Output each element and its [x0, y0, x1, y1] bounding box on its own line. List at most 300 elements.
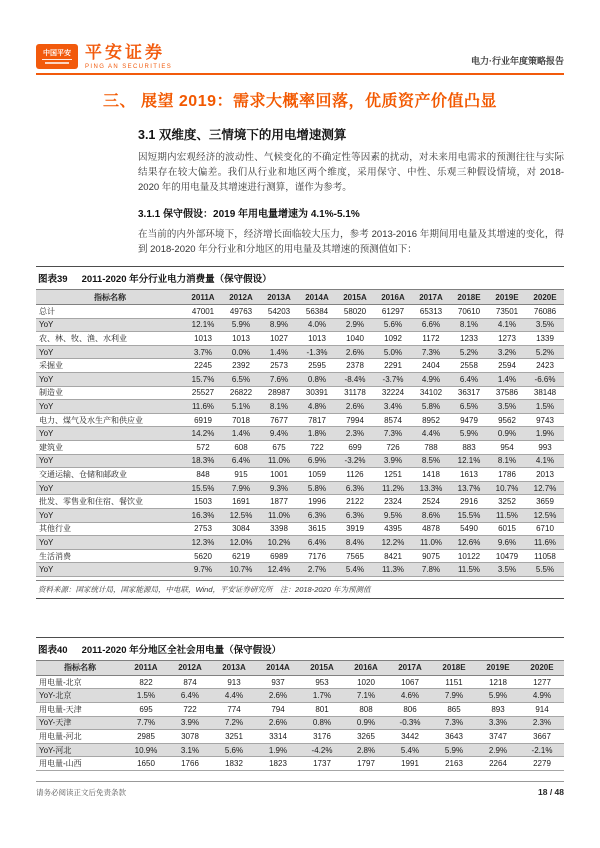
cell-value: 722 [298, 440, 336, 454]
cell-value: 865 [432, 703, 476, 717]
table-row [36, 549, 564, 563]
column-header: 2014A [298, 290, 336, 305]
cell-value: 1013 [184, 332, 222, 346]
cell-value: 7.9% [432, 689, 476, 703]
cell-value: 3643 [432, 730, 476, 744]
cell-value: 794 [256, 703, 300, 717]
table-row [36, 386, 564, 400]
table-row [36, 757, 564, 771]
cell-value: 3.3% [476, 716, 520, 730]
cell-value: 1.4% [222, 427, 260, 441]
cell-value: 10479 [488, 549, 526, 563]
cell-value: 8.6% [412, 508, 450, 522]
cell-value: 26822 [222, 386, 260, 400]
cell-value: 5.0% [374, 345, 412, 359]
cell-value: 608 [222, 440, 260, 454]
row-label: 建筑业 [36, 440, 184, 454]
row-label: YoY [36, 454, 184, 468]
cell-value: 12.1% [184, 318, 222, 332]
cell-value: 34102 [412, 386, 450, 400]
cell-value: -2.1% [520, 743, 564, 757]
table-row [36, 427, 564, 441]
cell-value: 0.9% [488, 427, 526, 441]
cell-value: 4.0% [298, 318, 336, 332]
cell-value: 47001 [184, 305, 222, 319]
cell-value: 5490 [450, 522, 488, 536]
cell-value: 1040 [336, 332, 374, 346]
column-header: 指标名称 [36, 660, 124, 675]
cell-value: 6710 [526, 522, 564, 536]
row-label: 采掘业 [36, 359, 184, 373]
cell-value: 2264 [476, 757, 520, 771]
cell-value: 2594 [488, 359, 526, 373]
cell-value: 3615 [298, 522, 336, 536]
cell-value: 6919 [184, 413, 222, 427]
cell-value: 6.5% [450, 400, 488, 414]
row-label: 其他行业 [36, 522, 184, 536]
section-heading: 3.1 双维度、三情境下的用电增速测算 [138, 128, 347, 142]
cell-value: 7994 [336, 413, 374, 427]
cell-value: -3.7% [374, 372, 412, 386]
column-header: 2011A [124, 660, 168, 675]
cell-value: -3.2% [336, 454, 374, 468]
cell-value: 28987 [260, 386, 298, 400]
cell-value: 3667 [520, 730, 564, 744]
column-header: 2014A [256, 660, 300, 675]
cell-value: 1.5% [526, 400, 564, 414]
cell-value: 16.3% [184, 508, 222, 522]
cell-value: 2245 [184, 359, 222, 373]
table-row [36, 495, 564, 509]
cell-value: 38148 [526, 386, 564, 400]
cell-value: 2985 [124, 730, 168, 744]
cell-value: 12.0% [222, 536, 260, 550]
row-label: 制造业 [36, 386, 184, 400]
table-header-row [36, 290, 564, 305]
cell-value: 70610 [450, 305, 488, 319]
cell-value: 3659 [526, 495, 564, 509]
cell-value: 5.9% [432, 743, 476, 757]
cell-value: 3176 [300, 730, 344, 744]
cell-value: 15.5% [450, 508, 488, 522]
cell-value: 6.3% [336, 481, 374, 495]
row-label: 总计 [36, 305, 184, 319]
table-row [36, 400, 564, 414]
industry-consumption-table [36, 289, 564, 577]
table-row [36, 563, 564, 577]
cell-value: 30391 [298, 386, 336, 400]
cell-value: 7176 [298, 549, 336, 563]
cell-value: 7.3% [432, 716, 476, 730]
logo-divider [42, 59, 72, 60]
cell-value: 3265 [344, 730, 388, 744]
figure-39-number: 图表39 [38, 274, 68, 286]
cell-value: 5.1% [222, 400, 260, 414]
paragraph-2: 在当前的内外部环境下，经济增长面临较大压力，参考 2013-2016 年期间用电量及其增速的变化，得到 2018-2020 年分行业和分地区的用电量及其增速的预测值如下： [138, 228, 564, 255]
cell-value: 1.4% [488, 372, 526, 386]
cell-value: 18.3% [184, 454, 222, 468]
table-row [36, 730, 564, 744]
cell-value: 65313 [412, 305, 450, 319]
cell-value: 1233 [450, 332, 488, 346]
cell-value: 1339 [526, 332, 564, 346]
cell-value: 12.5% [526, 508, 564, 522]
cell-value: -0.3% [388, 716, 432, 730]
cell-value: 5.9% [450, 427, 488, 441]
cell-value: 2163 [432, 757, 476, 771]
cell-value: -8.4% [336, 372, 374, 386]
cell-value: 1126 [336, 468, 374, 482]
cell-value: 7.1% [344, 689, 388, 703]
column-header: 2013A [212, 660, 256, 675]
cell-value: 8574 [374, 413, 412, 427]
column-header: 2020E [526, 290, 564, 305]
cell-value: 4395 [374, 522, 412, 536]
cell-value: 9.3% [260, 481, 298, 495]
cell-value: 1218 [476, 675, 520, 689]
cell-value: 6.3% [298, 508, 336, 522]
cell-value: 2.6% [256, 689, 300, 703]
cell-value: 61297 [374, 305, 412, 319]
row-label: 电力、煤气及水生产和供应业 [36, 413, 184, 427]
cell-value: 1.8% [298, 427, 336, 441]
cell-value: 15.5% [184, 481, 222, 495]
table-row [36, 703, 564, 717]
figure-39-title [36, 267, 564, 289]
cell-value: 675 [260, 440, 298, 454]
pingan-brand [36, 44, 172, 70]
cell-value: 3.9% [374, 454, 412, 468]
cell-value: 5.5% [526, 563, 564, 577]
cell-value: 31178 [336, 386, 374, 400]
row-label: YoY [36, 427, 184, 441]
table-row [36, 743, 564, 757]
cell-value: 699 [336, 440, 374, 454]
cell-value: 1172 [412, 332, 450, 346]
cell-value: 9743 [526, 413, 564, 427]
cell-value: 5.4% [388, 743, 432, 757]
table-row [36, 522, 564, 536]
row-label: 用电量-山西 [36, 757, 124, 771]
cell-value: 0.0% [222, 345, 260, 359]
cell-value: 6.4% [222, 454, 260, 468]
cell-value: 1786 [488, 468, 526, 482]
cell-value: 5.2% [526, 345, 564, 359]
cell-value: 953 [300, 675, 344, 689]
cell-value: 6.6% [412, 318, 450, 332]
cell-value: 6989 [260, 549, 298, 563]
cell-value: 1418 [412, 468, 450, 482]
cell-value: 2.9% [476, 743, 520, 757]
cell-value: 7.7% [124, 716, 168, 730]
column-header: 2011A [184, 290, 222, 305]
cell-value: 2378 [336, 359, 374, 373]
cell-value: 808 [344, 703, 388, 717]
cell-value: 1996 [298, 495, 336, 509]
cell-value: 36317 [450, 386, 488, 400]
cell-value: 1766 [168, 757, 212, 771]
figure-39-caption: 2011-2020 年分行业电力消费量（保守假设） [81, 274, 272, 286]
cell-value: 11.5% [488, 508, 526, 522]
figure-40-caption: 2011-2020 年分地区全社会用电量（保守假设） [81, 644, 282, 656]
cell-value: 12.4% [260, 563, 298, 577]
cell-value: 7018 [222, 413, 260, 427]
cell-value: 722 [168, 703, 212, 717]
cell-value: 12.6% [450, 536, 488, 550]
table-row [36, 508, 564, 522]
cell-value: 954 [488, 440, 526, 454]
cell-value: 4.9% [412, 372, 450, 386]
cell-value: 1027 [260, 332, 298, 346]
cell-value: 2324 [374, 495, 412, 509]
cell-value: 58020 [336, 305, 374, 319]
cell-value: 915 [222, 468, 260, 482]
figure-40-title [36, 638, 564, 660]
column-header: 2017A [412, 290, 450, 305]
cell-value: 7.3% [374, 427, 412, 441]
cell-value: 2573 [260, 359, 298, 373]
cell-value: 11.6% [184, 400, 222, 414]
column-header: 2015A [300, 660, 344, 675]
cell-value: 6219 [222, 549, 260, 563]
cell-value: 3.2% [488, 345, 526, 359]
cell-value: 8952 [412, 413, 450, 427]
table-row [36, 536, 564, 550]
cell-value: 4.4% [212, 689, 256, 703]
cell-value: 3252 [488, 495, 526, 509]
cell-value: 13.3% [412, 481, 450, 495]
table-row [36, 454, 564, 468]
row-label: YoY [36, 536, 184, 550]
cell-value: 4.8% [298, 400, 336, 414]
column-header: 2013A [260, 290, 298, 305]
cell-value: 6.4% [168, 689, 212, 703]
cell-value: 5.6% [212, 743, 256, 757]
row-label: YoY [36, 318, 184, 332]
cell-value: 7.3% [412, 345, 450, 359]
cell-value: 5.4% [336, 563, 374, 577]
cell-value: 5.6% [374, 318, 412, 332]
cell-value: 1797 [344, 757, 388, 771]
cell-value: 572 [184, 440, 222, 454]
cell-value: 5.9% [222, 318, 260, 332]
cell-value: 4.9% [520, 689, 564, 703]
table-row [36, 413, 564, 427]
disclaimer-text: 请务必阅读正文后免责条款 [36, 788, 126, 797]
header-rule [36, 73, 564, 75]
pingan-logo-icon [36, 44, 78, 69]
cell-value: 8.1% [488, 454, 526, 468]
cell-value: 76086 [526, 305, 564, 319]
figure-40-number: 图表40 [38, 644, 68, 656]
cell-value: 2.3% [520, 716, 564, 730]
cell-value: 7677 [260, 413, 298, 427]
cell-value: 2.9% [336, 318, 374, 332]
row-label: 用电量-北京 [36, 675, 124, 689]
cell-value: 11.5% [450, 563, 488, 577]
cell-value: 4.4% [412, 427, 450, 441]
table-row [36, 332, 564, 346]
column-header: 2012A [168, 660, 212, 675]
row-label: YoY [36, 481, 184, 495]
cell-value: 11.2% [374, 481, 412, 495]
cell-value: 37586 [488, 386, 526, 400]
cell-value: 12.3% [184, 536, 222, 550]
cell-value: 822 [124, 675, 168, 689]
cell-value: 25527 [184, 386, 222, 400]
cell-value: 726 [374, 440, 412, 454]
cell-value: 4.1% [526, 454, 564, 468]
cell-value: 3.9% [168, 716, 212, 730]
logo-badge-text: 中国平安 [43, 49, 71, 57]
cell-value: 10.7% [222, 563, 260, 577]
cell-value: 8.4% [336, 536, 374, 550]
table-row [36, 675, 564, 689]
cell-value: 49763 [222, 305, 260, 319]
cell-value: 7.9% [222, 481, 260, 495]
cell-value: 2753 [184, 522, 222, 536]
cell-value: 14.2% [184, 427, 222, 441]
row-label: YoY [36, 345, 184, 359]
cell-value: 6.9% [298, 454, 336, 468]
cell-value: 0.8% [300, 716, 344, 730]
cell-value: 12.1% [450, 454, 488, 468]
report-type-label: 电力·行业年度策略报告 [471, 56, 564, 66]
cell-value: 11.0% [412, 536, 450, 550]
cell-value: 1.9% [526, 427, 564, 441]
cell-value: 1092 [374, 332, 412, 346]
cell-value: 914 [520, 703, 564, 717]
cell-value: 1151 [432, 675, 476, 689]
source-note: 资料来源：国家统计局，国家能源局，中电联，Wind，平安证券研究所 注：2018-2020 年为预测值 [36, 580, 564, 599]
cell-value: 4.1% [488, 318, 526, 332]
cell-value: 2.6% [336, 345, 374, 359]
cell-value: 5.9% [476, 689, 520, 703]
cell-value: 12.7% [526, 481, 564, 495]
cell-value: 10.7% [488, 481, 526, 495]
row-label: 用电量-河北 [36, 730, 124, 744]
cell-value: 6015 [488, 522, 526, 536]
cell-value: 2.7% [298, 563, 336, 577]
table-row [36, 689, 564, 703]
column-header: 2016A [344, 660, 388, 675]
cell-value: 3.5% [488, 400, 526, 414]
cell-value: 848 [184, 468, 222, 482]
cell-value: 913 [212, 675, 256, 689]
figure-40 [36, 637, 564, 771]
cell-value: 801 [300, 703, 344, 717]
cell-value: 11.3% [374, 563, 412, 577]
cell-value: 6.4% [298, 536, 336, 550]
row-label: YoY [36, 563, 184, 577]
cell-value: 1613 [450, 468, 488, 482]
column-header: 2015A [336, 290, 374, 305]
page-number: 18 / 48 [538, 787, 564, 797]
cell-value: 2558 [450, 359, 488, 373]
cell-value: 5.8% [298, 481, 336, 495]
cell-value: 3251 [212, 730, 256, 744]
column-header: 2018E [450, 290, 488, 305]
row-label: YoY-北京 [36, 689, 124, 703]
cell-value: 15.7% [184, 372, 222, 386]
cell-value: 5.2% [450, 345, 488, 359]
cell-value: 4878 [412, 522, 450, 536]
cell-value: 2.8% [344, 743, 388, 757]
cell-value: 10122 [450, 549, 488, 563]
table-row [36, 345, 564, 359]
cell-value: 11058 [526, 549, 564, 563]
cell-value: 6.3% [336, 508, 374, 522]
cell-value: 3314 [256, 730, 300, 744]
cell-value: 3.4% [374, 400, 412, 414]
figure-39 [36, 266, 564, 599]
cell-value: 9479 [450, 413, 488, 427]
row-label: 批发、零售业和住宿、餐饮业 [36, 495, 184, 509]
cell-value: 8421 [374, 549, 412, 563]
cell-value: 3084 [222, 522, 260, 536]
row-label: YoY [36, 508, 184, 522]
cell-value: 8.9% [260, 318, 298, 332]
row-label: 用电量-天津 [36, 703, 124, 717]
cell-value: 8.1% [450, 318, 488, 332]
region-consumption-table [36, 660, 564, 771]
row-label: YoY [36, 372, 184, 386]
cell-value: 11.0% [260, 508, 298, 522]
cell-value: 13.7% [450, 481, 488, 495]
column-header: 2012A [222, 290, 260, 305]
cell-value: 1.9% [256, 743, 300, 757]
cell-value: 1737 [300, 757, 344, 771]
cell-value: 2404 [412, 359, 450, 373]
logo-subtext-mark [45, 62, 69, 64]
row-label: 生活消费 [36, 549, 184, 563]
cell-value: 1.5% [124, 689, 168, 703]
cell-value: 12.2% [374, 536, 412, 550]
page-title: 三、 展望 2019：需求大概率回落，优质资产价值凸显 [103, 93, 497, 110]
column-header: 指标名称 [36, 290, 184, 305]
cell-value: 1.7% [300, 689, 344, 703]
cell-value: 7.6% [260, 372, 298, 386]
cell-value: 9.5% [374, 508, 412, 522]
cell-value: 2392 [222, 359, 260, 373]
cell-value: 2013 [526, 468, 564, 482]
cell-value: 7565 [336, 549, 374, 563]
column-header: 2019E [476, 660, 520, 675]
cell-value: 2.6% [256, 716, 300, 730]
table-row [36, 305, 564, 319]
cell-value: 937 [256, 675, 300, 689]
cell-value: 3398 [260, 522, 298, 536]
cell-value: -1.3% [298, 345, 336, 359]
table-header-row [36, 660, 564, 675]
column-header: 2017A [388, 660, 432, 675]
cell-value: 2279 [520, 757, 564, 771]
cell-value: 56384 [298, 305, 336, 319]
cell-value: 6.5% [222, 372, 260, 386]
cell-value: 1503 [184, 495, 222, 509]
cell-value: 1691 [222, 495, 260, 509]
cell-value: 3.5% [488, 563, 526, 577]
cell-value: 8.5% [412, 454, 450, 468]
cell-value: 32224 [374, 386, 412, 400]
row-label: 交通运输、仓储和邮政业 [36, 468, 184, 482]
cell-value: 3.7% [184, 345, 222, 359]
cell-value: 7.2% [212, 716, 256, 730]
row-label: YoY-天津 [36, 716, 124, 730]
cell-value: 2291 [374, 359, 412, 373]
cell-value: 774 [212, 703, 256, 717]
column-header: 2016A [374, 290, 412, 305]
